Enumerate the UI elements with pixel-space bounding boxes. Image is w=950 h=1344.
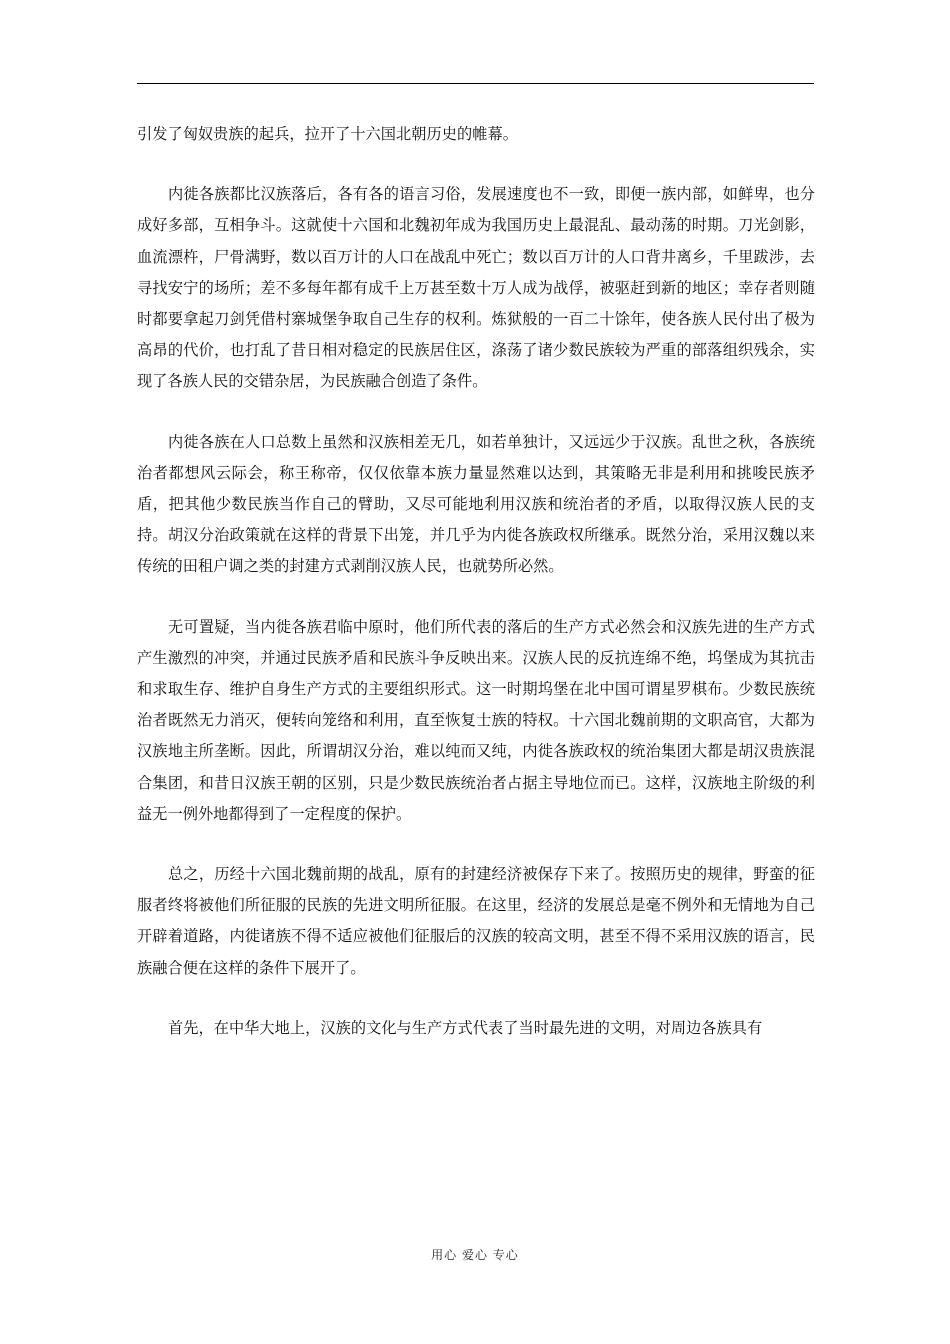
paragraph: 首先，在中华大地上，汉族的文化与生产方式代表了当时最先进的文明，对周边各族具有: [168, 1018, 763, 1037]
paragraph: 内徙各族在人口总数上虽然和汉族相差无几，如若单独计，又远远少于汉族。乱世之秋，各族统治者都想风云际会，称王称帝，仅仅依靠本族力量显然难以达到，其策略无非是利用和挑唆民族矛盾，把其他少数民族当作自己的臂助，又尽可能地利用汉族和统治者的矛盾，以取得汉族人民的支持。胡汉分治政策就在这样的背景下出笼，并几乎为内徙各族政权所继承。既然分治，采用汉魏以来传统的田租户调之类的封建方式剥削汉族人民，也就势所必然。: [137, 432, 815, 576]
paragraph: 无可置疑，当内徙各族君临中原时，他们所代表的落后的生产方式必然会和汉族先进的生产方式产生激烈的冲突，并通过民族矛盾和民族斗争反映出来。汉族人民的反抗连绵不绝，坞堡成为其抗击和求取生存、维护自身生产方式的主要组织形式。这一时期坞堡在北中国可谓星罗棋布。少数民族统治者既然无力消灭，便转向笼络和利用，直至恢复士族的特权。十六国北魏前期的文职高官，大都为汉族地主所垄断。因此，所谓胡汉分治，难以纯而又纯，内徙各族政权的统治集团大都是胡汉贵族混合集团，和昔日汉族王朝的区别，只是少数民族统治者占据主导地位而已。这样，汉族地主阶级的利益无一例外地都得到了一定程度的保护。: [137, 617, 815, 823]
paragraph: 总之，历经十六国北魏前期的战乱，原有的封建经济被保存下来了。按照历史的规律，野蛮的征服者终将被他们所征服的民族的先进文明所征服。在这里，经济的发展总是毫不例外和无情地为自己开辟着道路，内徙诸族不得不适应被他们征服后的汉族的较高文明，甚至不得不采用汉族的语言，民族融合便在这样的条件下展开了。: [137, 865, 815, 977]
paragraph: 内徙各族都比汉族落后，各有各的语言习俗，发展速度也不一致，即便一族内部，如鲜卑，也分成好多部，互相争斗。这就使十六国和北魏初年成为我国历史上最混乱、最动荡的时期。刀光剑影，血流漂杵，尸骨满野，数以百万计的人口在战乱中死亡；数以百万计的人口背井离乡，千里跋涉，去寻找安宁的场所；差不多每年都有成千上万甚至数十万人成为战俘，被驱赶到新的地区；幸存者则随时都要拿起刀剑凭借村寨城堡争取自己生存的权利。炼狱般的一百二十馀年，使各族人民付出了极为高昂的代价，也打乱了昔日相对稳定的民族居住区，涤荡了诸少数民族较为严重的部落组织残余，实现了各族人民的交错杂居，为民族融合创造了条件。: [137, 185, 815, 391]
header-rule: [137, 83, 814, 84]
paragraph: 引发了匈奴贵族的起兵，拉开了十六国北朝历史的帷幕。: [137, 125, 518, 143]
document-body: [137, 119, 815, 1044]
page-footer: 用心 爱心 专心: [431, 1248, 519, 1262]
